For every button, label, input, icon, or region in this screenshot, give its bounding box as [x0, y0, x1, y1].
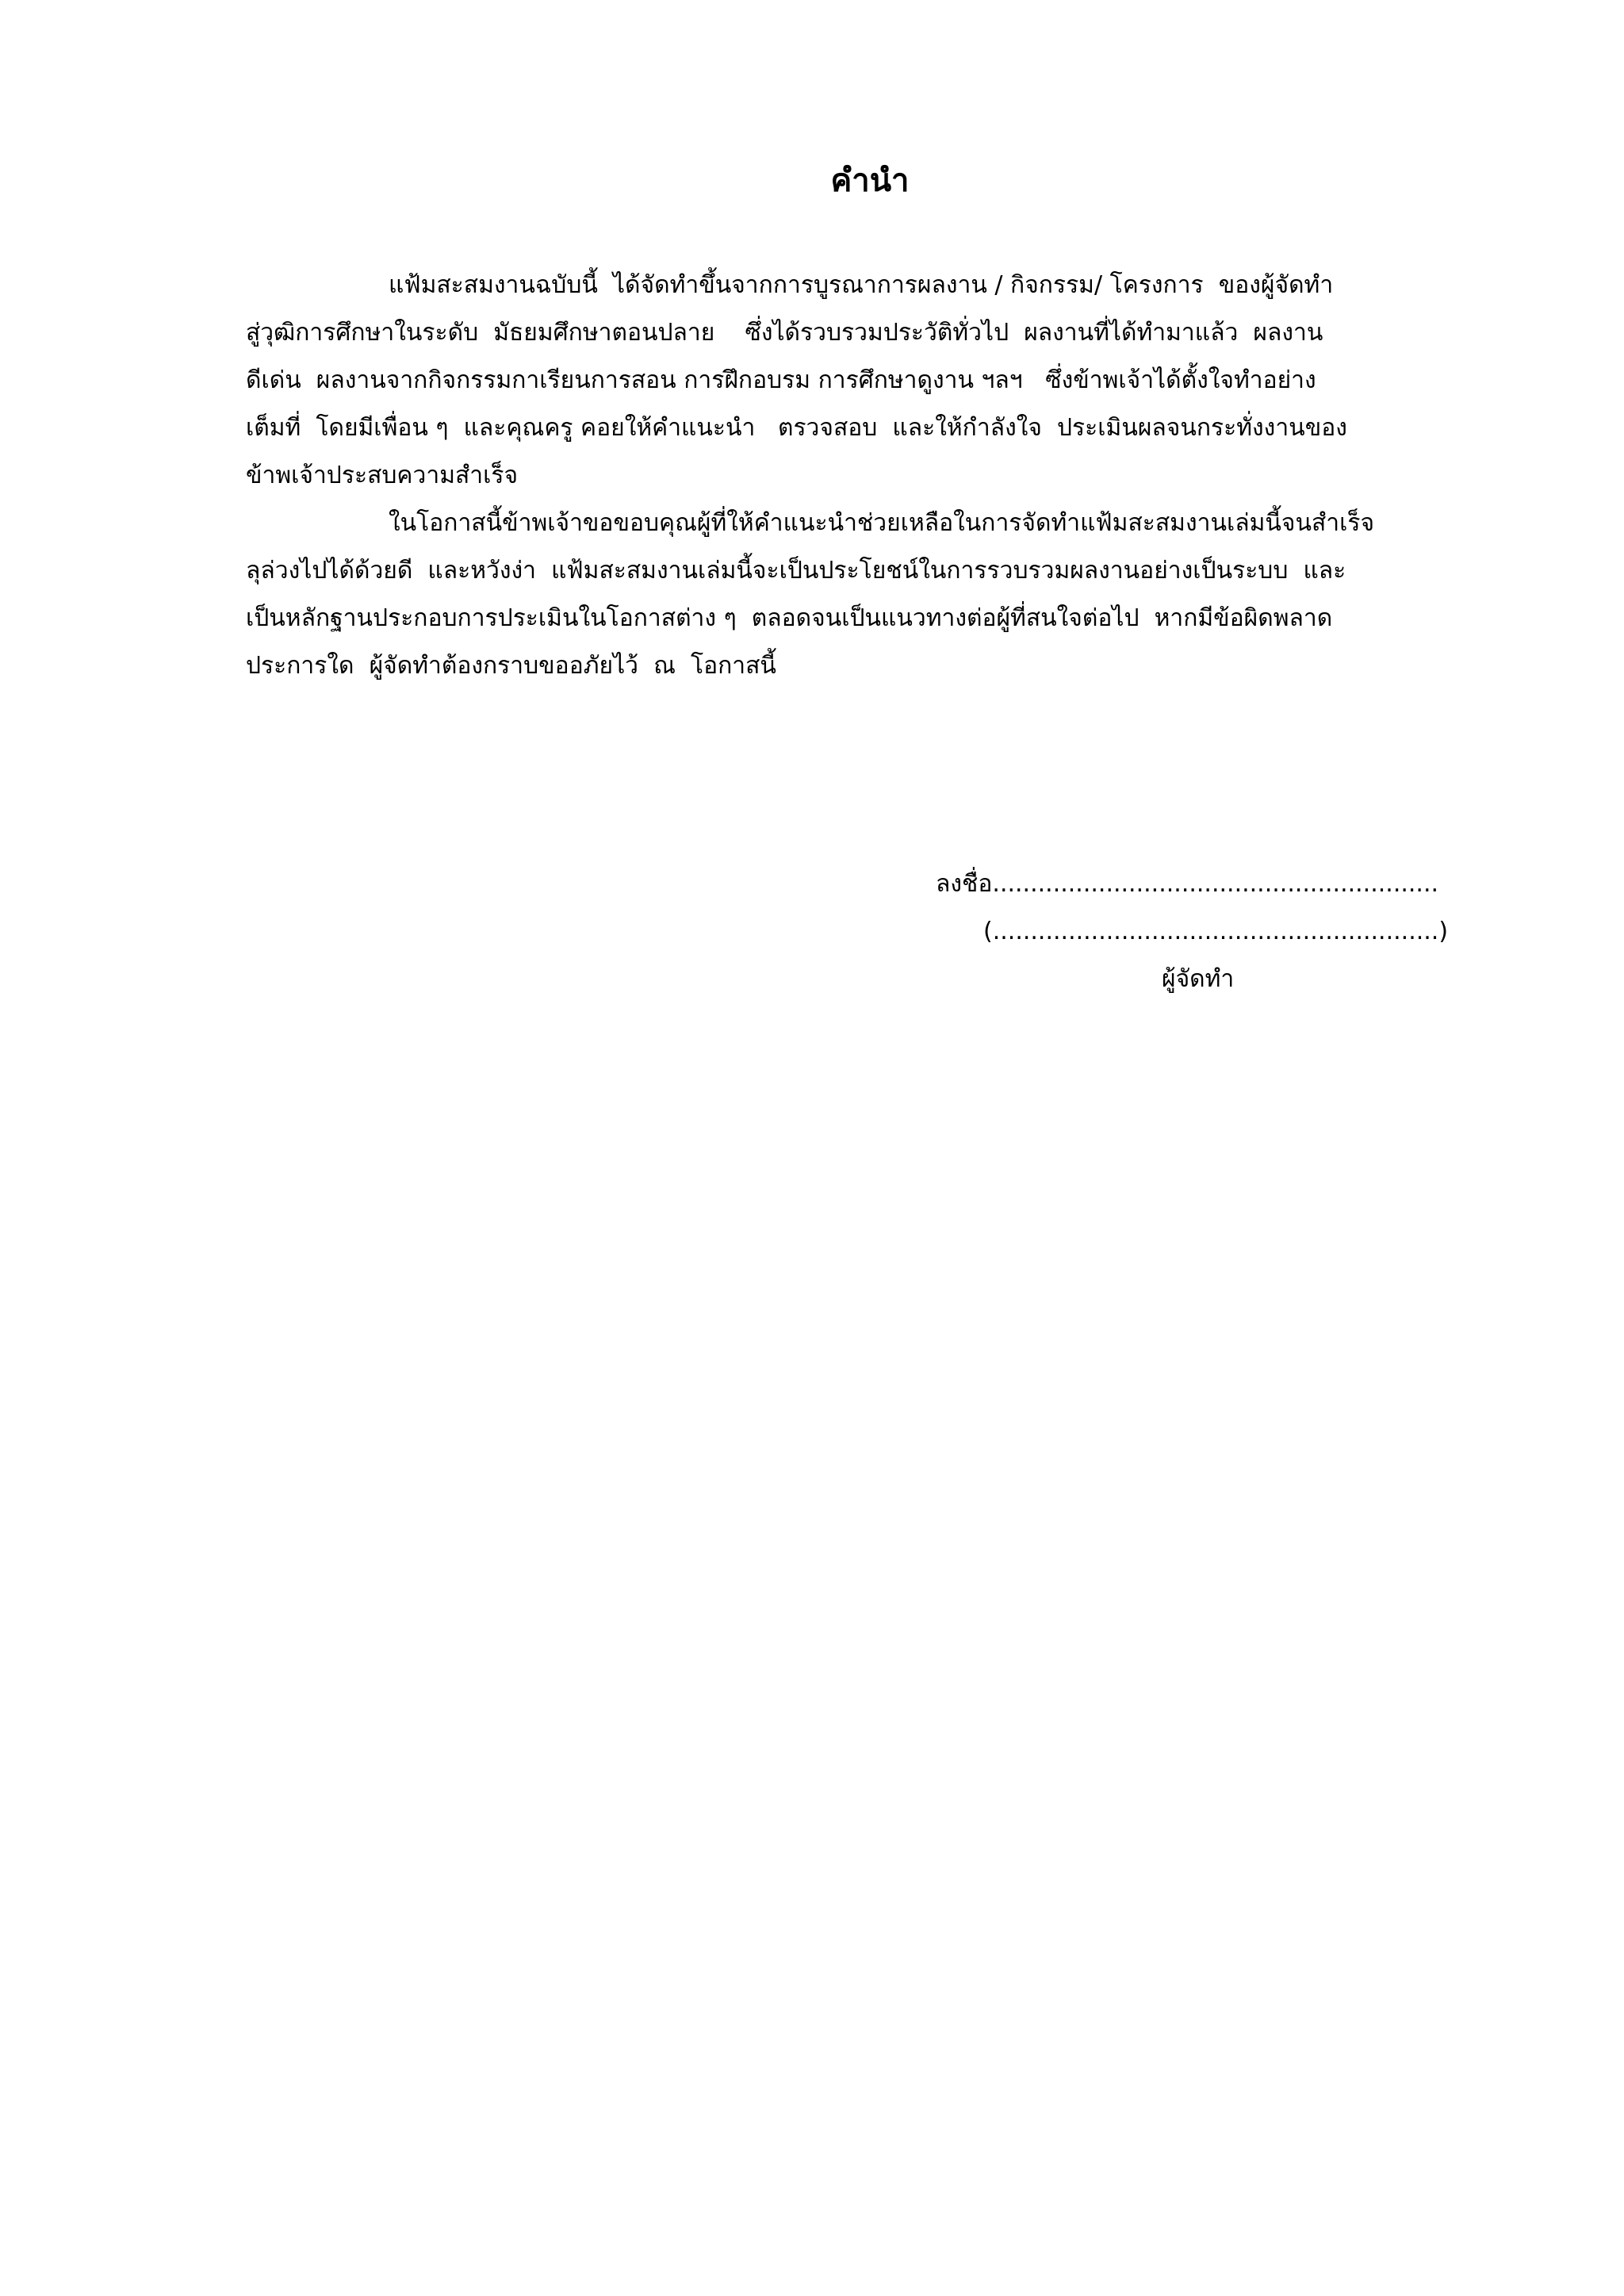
paragraph-line: ลุล่วงไปได้ด้วยดี และหวังง่า แฟ้มสะสมงานเล่มนี้จะเป็นประโยชน์ในการรวบรวมผลงานอย่างเป็นระบบ และ	[246, 557, 1346, 585]
signature-role: ผู้จัดทำ	[1162, 965, 1235, 993]
paragraph-line: ดีเด่น ผลงานจากกิจกรรมกาเรียนการสอน การฝึกอบรม การศึกษาดูงาน ฯลฯ ซึ่งข้าพเจ้าได้ตั้งใจทำอย่าง	[246, 366, 1316, 394]
paragraph-line: ประการใด ผู้จัดทำต้องกราบขออภัยไว้ ณ โอกาสนี้	[246, 652, 776, 680]
paragraph-1	[246, 262, 1507, 500]
paragraph-line: สู่วุฒิการศึกษาในระดับ มัธยมศึกษาตอนปลาย ซึ่งได้รวบรวมประวัติทั่วไป ผลงานที่ได้ทำมาแล้ว ผลงาน	[246, 319, 1323, 347]
signature-parenthesis-line: (...........................................................)	[983, 918, 1449, 945]
signature-name-line: ลงชื่อ...........................................................	[936, 870, 1439, 898]
paragraph-line: ข้าพเจ้าประสบความสำเร็จ	[246, 462, 519, 489]
paragraph-line: แฟ้มสะสมงานฉบับนี้ ได้จัดทำขึ้นจากการบูรณาการผลงาน / กิจกรรม/ โครงการ ของผู้จัดทำ	[389, 271, 1334, 299]
page-title: คำนำ	[830, 163, 910, 199]
paragraph-line: เป็นหลักฐานประกอบการประเมินในโอกาสต่าง ๆ ตลอดจนเป็นแนวทางต่อผู้ที่สนใจต่อไป หากมีข้อผิดพลาด	[246, 604, 1333, 632]
body-text	[246, 262, 1507, 690]
paragraph-line: เต็มที่ โดยมีเพื่อน ๆ และคุณครู คอยให้คำแนะนำ ตรวจสอบ และให้กำลังใจ ประเมินผลจนกระทั่งงานของ	[246, 414, 1347, 442]
paragraph-2	[246, 500, 1507, 690]
paragraph-line: ในโอกาสนี้ข้าพเจ้าขอขอบคุณผู้ที่ให้คำแนะนำช่วยเหลือในการจัดทำแฟ้มสะสมงานเล่มนี้จนสำเร็จ	[389, 509, 1375, 537]
